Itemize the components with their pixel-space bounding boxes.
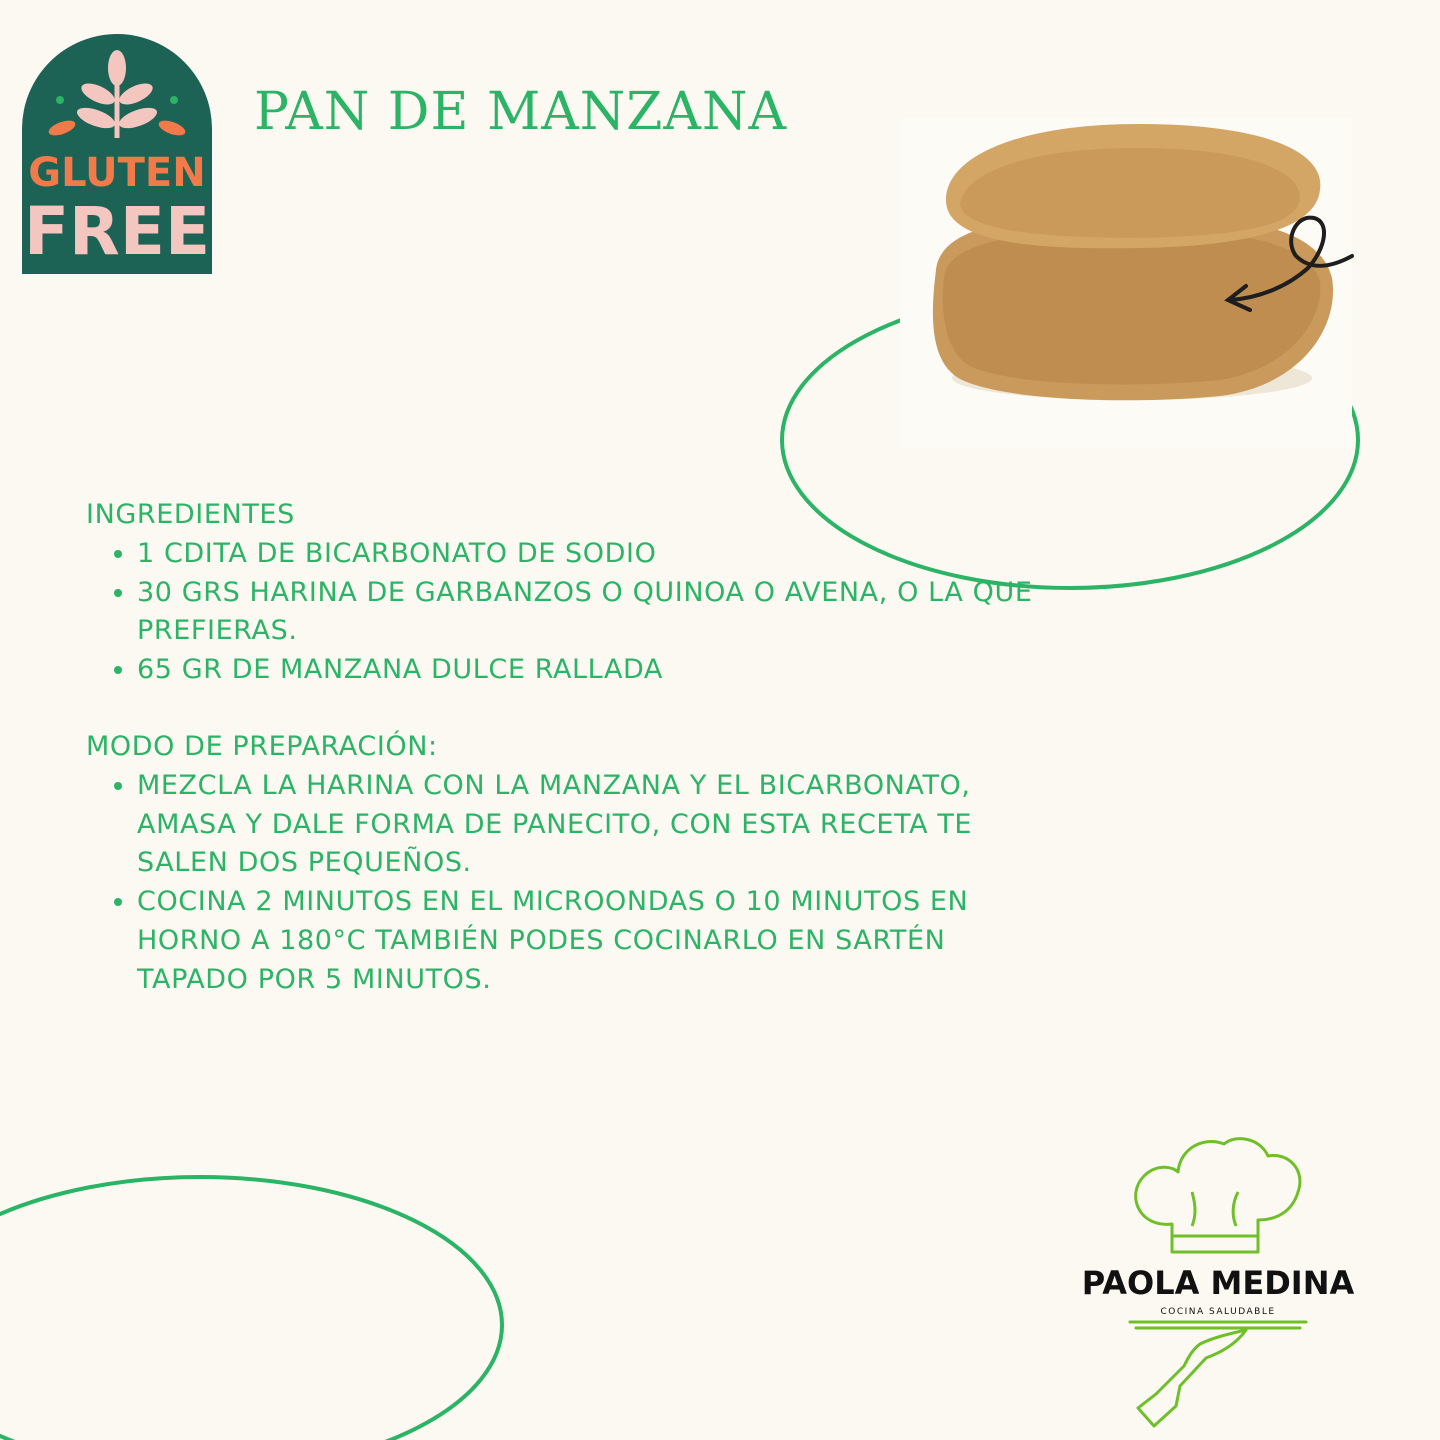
list-item: • MEZCLA LA HARINA CON LA MANZANA Y EL BICARBONATO, AMASA Y DALE FORMA DE PANECITO, CON ESTA RECETA TE SALEN DOS PEQUEÑOS. (137, 767, 1046, 883)
chef-hat-icon (1136, 1139, 1300, 1252)
badge-line2: FREE (23, 193, 211, 270)
logo-name: PAOLA MEDINA (1081, 1264, 1355, 1302)
recipe-content (86, 496, 1046, 1000)
page-title: PAN DE MANZANA (254, 82, 788, 142)
preparation-heading: MODO DE PREPARACIÓN: (86, 730, 438, 762)
badge-line1: GLUTEN (28, 150, 206, 196)
section-gap (86, 690, 1046, 728)
list-item: • COCINA 2 MINUTOS EN EL MICROONDAS O 10 MINUTOS EN HORNO A 180°C TAMBIÉN PODES COCINARLO EN SARTÉN TAPADO POR 5 MINUTOS. (137, 883, 1046, 999)
list-item: • 30 GRS HARINA DE GARBANZOS O QUINOA O AVENA, O LA QUE PREFIERAS. (137, 574, 1046, 652)
chef-logo (1081, 1132, 1355, 1430)
ingredients-heading: INGREDIENTES (86, 499, 295, 530)
preparation-list (86, 767, 1046, 1000)
bread-photo (900, 118, 1352, 448)
gluten-free-badge (20, 32, 214, 276)
list-item: • 1 CDITA DE BICARBONATO DE SODIO (137, 535, 1046, 574)
ingredients-list (86, 535, 1046, 690)
list-item: • 65 GR DE MANZANA DULCE RALLADA (137, 651, 1046, 690)
logo-tagline: COCINA SALUDABLE (1160, 1307, 1276, 1317)
serving-hand-icon (1130, 1322, 1306, 1426)
bottom-left-ellipse (0, 1177, 502, 1440)
